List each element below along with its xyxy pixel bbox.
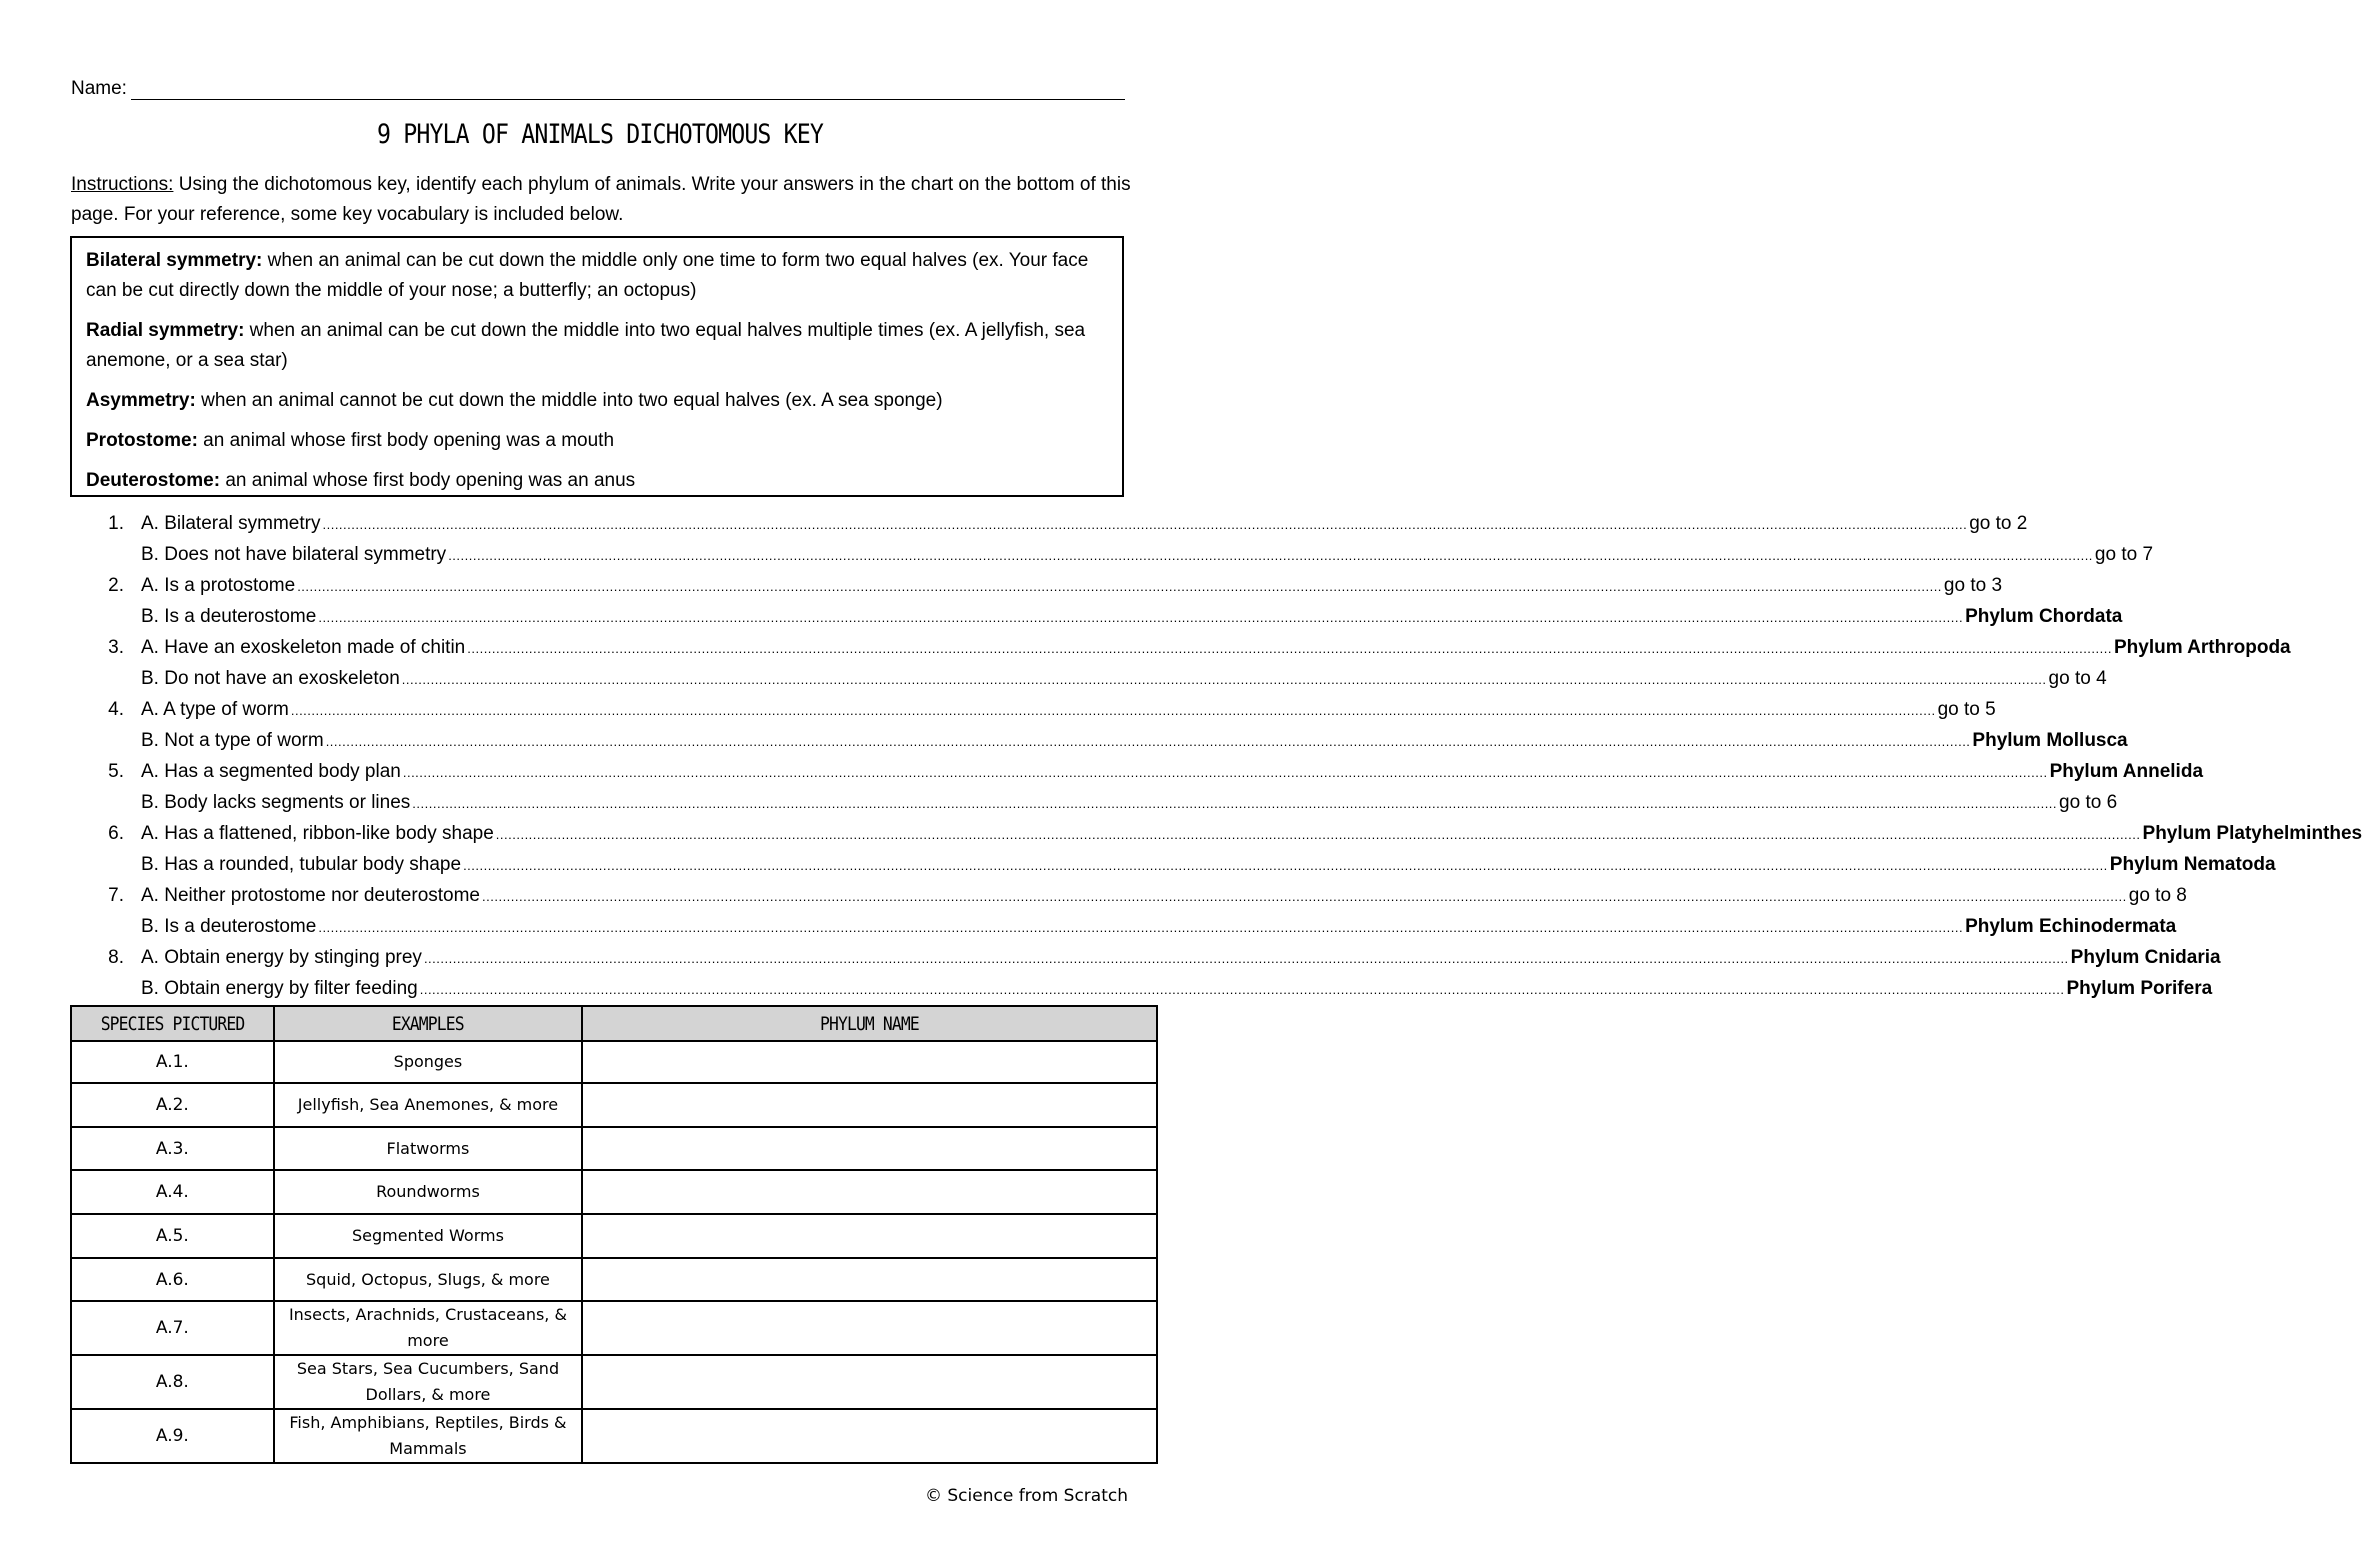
key-step (0, 880, 2187, 911)
key-step-result: go to 5 (1937, 699, 1996, 720)
instructions-text: Using the dichotomous key, identify each phylum of animals. Write your answers in the chart on the bottom of this page. For your reference, some key vocabulary is included below. (71, 174, 1131, 225)
examples-cell: Segmented Worms (274, 1214, 583, 1258)
vocab-definition: when an animal can be cut down the middle only one time to form two equal halves (ex. Your face can be cut directly down the middle of your nose; a butterfly; an octopus) (86, 250, 1089, 301)
examples-cell: Roundworms (274, 1170, 583, 1214)
dot-leader: ................................................................................................................................................................................................................................................................................................................................................................................................................ (290, 703, 1936, 718)
key-step-number: 5. (108, 761, 124, 782)
key-step (0, 663, 2107, 694)
phylum-answer-cell[interactable] (582, 1170, 1157, 1214)
key-step-text: A. Neither protostome nor deuterostome (141, 885, 481, 906)
key-step-result: Phylum Annelida (2049, 761, 2204, 782)
vocab-term: Asymmetry: (86, 390, 196, 411)
species-id-cell: A.9. (71, 1409, 274, 1463)
phylum-answer-cell[interactable] (582, 1214, 1157, 1258)
vocab-item (86, 316, 1108, 376)
vocab-item (86, 426, 1108, 456)
key-step-text: B. Does not have bilateral symmetry (141, 544, 447, 565)
instructions-label: Instructions: (71, 174, 174, 195)
key-step (0, 508, 2028, 539)
species-id-cell: A.8. (71, 1355, 274, 1409)
key-step-text: A. Has a segmented body plan (141, 761, 401, 782)
key-step (0, 694, 1996, 725)
species-id-cell: A.7. (71, 1301, 274, 1355)
key-step-text: A. Is a protostome (141, 575, 296, 596)
table-row (71, 1083, 1157, 1127)
key-step-text: B. Is a deuterostome (141, 916, 317, 937)
dot-leader: ................................................................................................................................................................................................................................................................................................................................................................................................................ (297, 579, 1942, 594)
key-step-number: 6. (108, 823, 124, 844)
copyright-footer: © Science from Scratch (924, 1486, 1128, 1506)
key-step (0, 601, 2123, 632)
phylum-answer-cell[interactable] (582, 1409, 1157, 1463)
key-step-text: A. Have an exoskeleton made of chitin (141, 637, 466, 658)
key-step-text: B. Not a type of worm (141, 730, 324, 751)
key-step-text: A. Has a flattened, ribbon-like body shape (141, 823, 494, 844)
answer-table (70, 1005, 1158, 1464)
column-header-phylum-name: PHYLUM NAME (582, 1006, 1157, 1041)
dot-leader: ................................................................................................................................................................................................................................................................................................................................................................................................................ (412, 796, 2058, 811)
phylum-answer-cell[interactable] (582, 1301, 1157, 1355)
table-row (71, 1258, 1157, 1301)
dot-leader: ................................................................................................................................................................................................................................................................................................................................................................................................................ (401, 672, 2047, 687)
key-step-result: Phylum Cnidaria (2070, 947, 2221, 968)
vocab-definition: an animal whose first body opening was a mouth (197, 430, 615, 451)
dot-leader: ................................................................................................................................................................................................................................................................................................................................................................................................................ (448, 548, 2093, 563)
vocab-definition: when an animal can be cut down the middle into two equal halves multiple times (ex. A jellyfish, sea anemone, or a sea star) (86, 320, 1086, 371)
key-step-result: go to 2 (1969, 513, 2028, 534)
examples-cell: Jellyfish, Sea Anemones, & more (274, 1083, 583, 1127)
dot-leader: ................................................................................................................................................................................................................................................................................................................................................................................................................ (419, 982, 2065, 997)
key-step (0, 818, 2362, 849)
species-id-cell: A.3. (71, 1127, 274, 1170)
key-step (0, 849, 2276, 880)
vocab-definition: when an animal cannot be cut down the middle into two equal halves (ex. A sea sponge) (195, 390, 943, 411)
key-step-text: B. Body lacks segments or lines (141, 792, 411, 813)
key-step (0, 570, 2003, 601)
key-step-number: 1. (108, 513, 124, 534)
dot-leader: ................................................................................................................................................................................................................................................................................................................................................................................................................ (467, 641, 2112, 656)
species-id-cell: A.1. (71, 1041, 274, 1083)
vocab-term: Deuterostome: (86, 470, 221, 491)
vocab-item (86, 386, 1108, 416)
vocab-item (86, 466, 1108, 496)
key-step-result: Phylum Platyhelminthes (2142, 823, 2362, 844)
vocab-term: Protostome: (86, 430, 198, 451)
phylum-answer-cell[interactable] (582, 1258, 1157, 1301)
key-step-result: go to 8 (2128, 885, 2187, 906)
table-row (71, 1409, 1157, 1463)
dot-leader: ................................................................................................................................................................................................................................................................................................................................................................................................................ (318, 610, 1964, 625)
key-step-result: go to 4 (2048, 668, 2107, 689)
key-step-result: Phylum Echinodermata (1965, 916, 2177, 937)
examples-cell: Flatworms (274, 1127, 583, 1170)
dot-leader: ................................................................................................................................................................................................................................................................................................................................................................................................................ (402, 765, 2048, 780)
key-step-text: B. Is a deuterostome (141, 606, 317, 627)
vocabulary-box (70, 236, 1124, 497)
key-step-result: Phylum Porifera (2066, 978, 2213, 999)
column-header-examples: EXAMPLES (274, 1006, 583, 1041)
dot-leader: ................................................................................................................................................................................................................................................................................................................................................................................................................ (423, 951, 2069, 966)
table-row (71, 1127, 1157, 1170)
key-step-number: 3. (108, 637, 124, 658)
table-row (71, 1301, 1157, 1355)
dot-leader: ................................................................................................................................................................................................................................................................................................................................................................................................................ (463, 858, 2108, 873)
table-row (71, 1355, 1157, 1409)
species-id-cell: A.2. (71, 1083, 274, 1127)
phylum-answer-cell[interactable] (582, 1127, 1157, 1170)
page-title: 9 PHYLA OF ANIMALS DICHOTOMOUS KEY (376, 119, 824, 150)
key-step-number: 4. (108, 699, 124, 720)
key-step-text: B. Do not have an exoskeleton (141, 668, 400, 689)
key-step (0, 725, 2128, 756)
key-step (0, 539, 2154, 570)
key-step (0, 911, 2177, 942)
key-step-text: B. Obtain energy by filter feeding (141, 978, 418, 999)
key-step-result: Phylum Mollusca (1972, 730, 2128, 751)
key-step-text: A. A type of worm (141, 699, 289, 720)
dot-leader: ................................................................................................................................................................................................................................................................................................................................................................................................................ (482, 889, 2127, 904)
vocab-term: Radial symmetry: (86, 320, 245, 341)
vocab-item (86, 246, 1108, 306)
dot-leader: ................................................................................................................................................................................................................................................................................................................................................................................................................ (318, 920, 1964, 935)
key-step-result: go to 7 (2094, 544, 2154, 565)
examples-cell: Insects, Arachnids, Crustaceans, & more (274, 1301, 583, 1355)
key-step-number: 2. (108, 575, 124, 596)
vocab-term: Bilateral symmetry: (86, 250, 263, 271)
name-blank-line[interactable] (131, 81, 1125, 100)
phylum-answer-cell[interactable] (582, 1355, 1157, 1409)
examples-cell: Fish, Amphibians, Reptiles, Birds & Mammals (274, 1409, 583, 1463)
table-row (71, 1170, 1157, 1214)
name-row (71, 74, 1125, 100)
species-id-cell: A.5. (71, 1214, 274, 1258)
key-step (0, 756, 2204, 787)
key-step-text: B. Has a rounded, tubular body shape (141, 854, 462, 875)
key-step-number: 7. (108, 885, 124, 906)
dot-leader: ................................................................................................................................................................................................................................................................................................................................................................................................................ (322, 517, 1968, 532)
key-step-result: Phylum Chordata (1965, 606, 2123, 627)
examples-cell: Sea Stars, Sea Cucumbers, Sand Dollars, & more (274, 1355, 583, 1409)
vocab-definition: an animal whose first body opening was an anus (220, 470, 636, 491)
key-step (0, 632, 2291, 663)
key-step-result: go to 6 (2059, 792, 2118, 813)
species-id-cell: A.4. (71, 1170, 274, 1214)
examples-cell: Sponges (274, 1041, 583, 1083)
key-step (0, 787, 2118, 818)
column-header-species-pictured: SPECIES PICTURED (71, 1006, 274, 1041)
instructions (71, 170, 1131, 230)
table-row (71, 1214, 1157, 1258)
species-id-cell: A.6. (71, 1258, 274, 1301)
key-step-text: A. Bilateral symmetry (141, 513, 321, 534)
name-label: Name: (71, 78, 127, 99)
key-step (0, 942, 2221, 973)
phylum-answer-cell[interactable] (582, 1083, 1157, 1127)
phylum-answer-cell[interactable] (582, 1041, 1157, 1083)
key-step-result: Phylum Arthropoda (2113, 637, 2291, 658)
key-step-result: Phylum Nematoda (2109, 854, 2276, 875)
key-step-text: A. Obtain energy by stinging prey (141, 947, 422, 968)
key-step (0, 973, 2213, 1004)
key-step-result: go to 3 (1943, 575, 2003, 596)
dot-leader: ................................................................................................................................................................................................................................................................................................................................................................................................................ (495, 827, 2141, 842)
examples-cell: Squid, Octopus, Slugs, & more (274, 1258, 583, 1301)
table-header-row (71, 1006, 1157, 1041)
dot-leader: ................................................................................................................................................................................................................................................................................................................................................................................................................ (325, 734, 1971, 749)
table-row (71, 1041, 1157, 1083)
key-step-number: 8. (108, 947, 124, 968)
